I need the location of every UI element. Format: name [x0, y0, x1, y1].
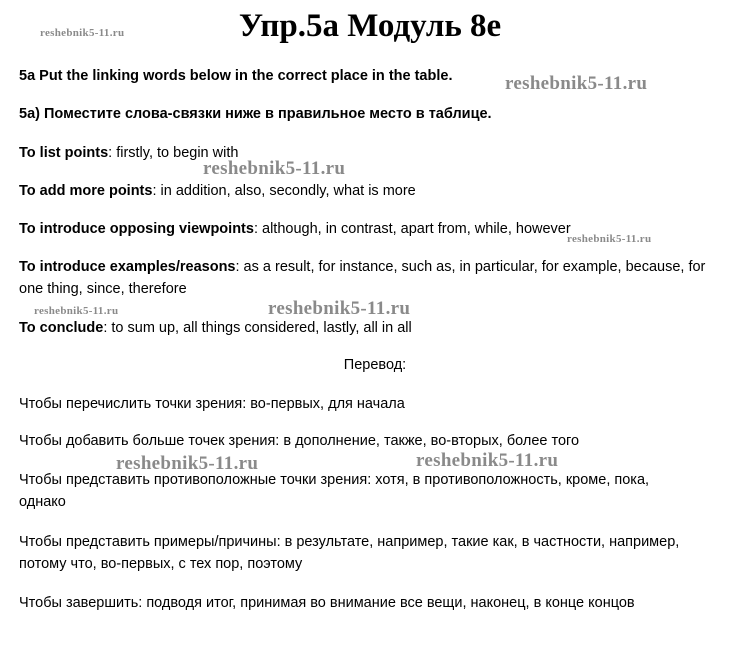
watermark: reshebnik5-11.ru [203, 158, 346, 179]
category-heading: To add more points [19, 183, 153, 199]
category-words: : to sum up, all things considered, lastly, all in all [103, 320, 412, 336]
instruction-english: 5a Put the linking words below in the correct place in the table. [19, 68, 453, 84]
category-examples-reasons [19, 256, 709, 300]
category-words: : although, in contrast, apart from, while, however [253, 221, 571, 237]
category-heading: To list points [19, 145, 109, 161]
translation-line: Чтобы представить противоположные точки зрения: хотя, в противоположность, кроме, пока, однако [19, 472, 650, 510]
category-heading: To introduce examples/reasons [19, 259, 236, 275]
category-add-points [19, 181, 416, 201]
watermark: reshebnik5-11.ru [116, 453, 259, 474]
category-words: : in addition, also, secondly, what is more [152, 183, 416, 199]
watermark: reshebnik5-11.ru [505, 73, 648, 94]
translation-heading: Перевод: [343, 357, 407, 373]
category-words: : firstly, to begin with [108, 145, 239, 161]
watermark: reshebnik5-11.ru [34, 305, 119, 317]
translation-line: Чтобы завершить: подводя итог, принимая во внимание все вещи, наконец, в конце концов [19, 595, 635, 611]
watermark: reshebnik5-11.ru [40, 27, 125, 39]
watermark: reshebnik5-11.ru [268, 298, 411, 319]
instruction-russian: 5а) Поместите слова-связки ниже в правильное место в таблице. [19, 106, 492, 122]
translation-line: Чтобы добавить больше точек зрения: в дополнение, также, во-вторых, более того [19, 433, 580, 449]
category-conclude [19, 318, 412, 338]
watermark: reshebnik5-11.ru [567, 233, 652, 245]
category-heading: To conclude [19, 320, 104, 336]
page-title: Упр.5а Модуль 8е [238, 8, 502, 44]
category-heading: To introduce opposing viewpoints [19, 221, 254, 237]
translation-line: Чтобы представить примеры/причины: в результате, например, такие как, в частности, например, потому что, во-первых, с тех пор, поэтому [19, 534, 680, 572]
watermark: reshebnik5-11.ru [416, 450, 559, 471]
category-words: : as a result, for instance, such as, in particular, for example, because, for one thing, since, therefore [19, 259, 706, 297]
category-opposing-viewpoints [19, 219, 571, 239]
category-list-points [19, 143, 238, 163]
translation-line: Чтобы перечислить точки зрения: во-первых, для начала [19, 396, 405, 412]
